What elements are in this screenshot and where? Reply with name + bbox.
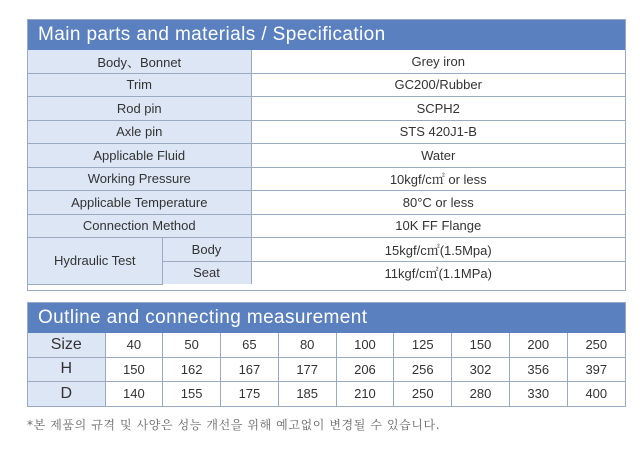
- hydraulic-test-label: Hydraulic Test: [28, 238, 162, 285]
- table-row: [28, 382, 625, 406]
- spec-value: 10K FF Flange: [251, 214, 625, 238]
- spec-label: Connection Method: [28, 214, 251, 238]
- spec-label: Axle pin: [28, 120, 251, 144]
- table-cell: 125: [394, 333, 452, 357]
- spec-value: Water: [251, 144, 625, 168]
- spec-label: Body、Bonnet: [28, 50, 251, 73]
- table-cell: 80: [278, 333, 336, 357]
- table-cell: 65: [221, 333, 279, 357]
- hydraulic-body-value: 15kgf/c㎡(1.5Mpa): [251, 238, 625, 262]
- table-cell: 167: [221, 357, 279, 382]
- row-head-size: Size: [28, 333, 105, 357]
- table-cell: 256: [394, 357, 452, 382]
- table-cell: 175: [221, 382, 279, 406]
- table-row: [28, 191, 625, 215]
- table-cell: 155: [163, 382, 221, 406]
- table-row: [28, 50, 625, 73]
- spec-value: SCPH2: [251, 97, 625, 121]
- spec-label: Working Pressure: [28, 167, 251, 191]
- table-row: [28, 120, 625, 144]
- table-cell: 162: [163, 357, 221, 382]
- spec-value: 10kgf/c㎡ or less: [251, 167, 625, 191]
- row-head-h: H: [28, 357, 105, 382]
- spec-table: [28, 50, 625, 285]
- spec-label: Rod pin: [28, 97, 251, 121]
- hydraulic-seat-value: 11kgf/c㎡(1.1MPa): [251, 261, 625, 284]
- spec-label: Applicable Fluid: [28, 144, 251, 168]
- table-row: [28, 357, 625, 382]
- table-cell: 330: [509, 382, 567, 406]
- table-row: [28, 214, 625, 238]
- table-cell: 250: [567, 333, 625, 357]
- table-row: [28, 97, 625, 121]
- table-row: [28, 238, 625, 262]
- spec-value: STS 420J1-B: [251, 120, 625, 144]
- table-cell: 400: [567, 382, 625, 406]
- spec-value: GC200/Rubber: [251, 73, 625, 97]
- hydraulic-body-label: Body: [162, 238, 251, 262]
- table-cell: 100: [336, 333, 394, 357]
- measurement-title: Outline and connecting measurement: [28, 303, 625, 333]
- table-cell: 250: [394, 382, 452, 406]
- table-cell: 280: [452, 382, 510, 406]
- table-cell: 200: [509, 333, 567, 357]
- spec-title: Main parts and materials / Specification: [28, 20, 625, 50]
- measurement-section: [27, 302, 626, 407]
- table-cell: 185: [278, 382, 336, 406]
- row-head-d: D: [28, 382, 105, 406]
- table-cell: 210: [336, 382, 394, 406]
- table-cell: 302: [452, 357, 510, 382]
- spec-label: Trim: [28, 73, 251, 97]
- spec-label: Applicable Temperature: [28, 191, 251, 215]
- table-cell: 150: [452, 333, 510, 357]
- spec-value: 80°C or less: [251, 191, 625, 215]
- table-cell: 206: [336, 357, 394, 382]
- hydraulic-seat-label: Seat: [162, 261, 251, 284]
- disclaimer-note: *본 제품의 규격 및 사양은 성능 개선을 위해 예고없이 변경될 수 있습니다.: [27, 418, 441, 432]
- table-cell: 140: [105, 382, 163, 406]
- table-cell: 177: [278, 357, 336, 382]
- table-cell: 40: [105, 333, 163, 357]
- table-cell: 150: [105, 357, 163, 382]
- table-cell: 397: [567, 357, 625, 382]
- table-row: [28, 167, 625, 191]
- spec-section: [27, 19, 626, 291]
- table-cell: 356: [509, 357, 567, 382]
- spec-value: Grey iron: [251, 50, 625, 73]
- table-row: [28, 144, 625, 168]
- measurement-table: [28, 333, 625, 406]
- table-cell: 50: [163, 333, 221, 357]
- table-row: [28, 73, 625, 97]
- table-row: [28, 333, 625, 357]
